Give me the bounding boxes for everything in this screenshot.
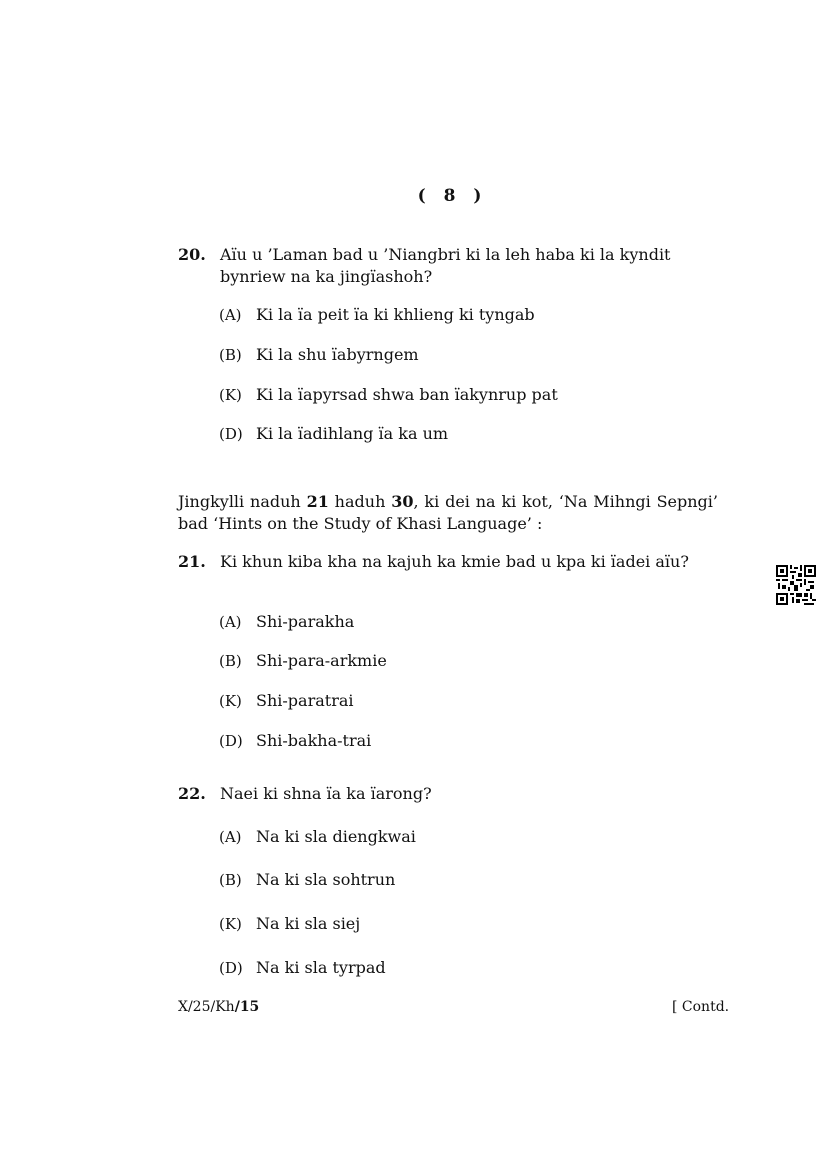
paper-code-suffix: /15: [234, 999, 260, 1015]
intro-range-end: 30: [391, 492, 414, 511]
option-label: (B): [219, 871, 242, 889]
option-text: Na ki sla siej: [256, 914, 361, 933]
option-text: Ki la ïa peit ïa ki khlieng ki tyngab: [256, 305, 535, 324]
intro-text: , ki dei na ki kot, ‘Na Mihngi Sepngi’ bad ‘Hints on the Study of Khasi Language’ :: [178, 492, 718, 533]
question-22: [178, 783, 718, 805]
option-label: (A): [219, 306, 242, 324]
option-text: Shi-para-arkmie: [256, 651, 387, 670]
option-label: (D): [219, 959, 243, 977]
q22-option-b: [219, 869, 395, 891]
question-text: Aïu u ’Laman bad u ’Niangbri ki la leh haba ki la kyndit bynriew na ka jingïashoh?: [220, 245, 671, 286]
question-number: 22.: [178, 784, 206, 803]
option-text: Shi-parakha: [256, 612, 355, 631]
q20-option-b: [219, 344, 419, 366]
option-label: (A): [219, 613, 242, 631]
option-label: (B): [219, 346, 242, 364]
page-number: ( 8 ): [417, 186, 488, 206]
option-label: (D): [219, 425, 243, 443]
q21-option-k: [219, 690, 354, 712]
option-text: Ki la shu ïabyrngem: [256, 345, 419, 364]
q22-option-d: [219, 957, 386, 979]
paper-code-prefix: X/25/Kh: [178, 999, 235, 1015]
question-21: [178, 551, 718, 573]
option-label: (K): [219, 692, 242, 710]
option-text: Na ki sla sohtrun: [256, 870, 396, 889]
section-instructions: [178, 491, 718, 535]
question-text: Ki khun kiba kha na kajuh ka kmie bad u kpa ki ïadei aïu?: [220, 552, 689, 571]
option-text: Shi-bakha-trai: [256, 731, 372, 750]
option-text: Shi-paratrai: [256, 691, 354, 710]
option-text: Na ki sla diengkwai: [256, 827, 416, 846]
option-text: Ki la ïadihlang ïa ka um: [256, 424, 449, 443]
option-label: (B): [219, 652, 242, 670]
question-number: 21.: [178, 552, 206, 571]
q21-option-a: [219, 611, 354, 633]
q22-option-k: [219, 913, 360, 935]
option-text: Na ki sla tyrpad: [256, 958, 386, 977]
option-label: (K): [219, 915, 242, 933]
question-text: Naei ki shna ïa ka ïarong?: [220, 784, 432, 803]
continued-marker: [ Contd.: [672, 999, 730, 1015]
option-text: Ki la ïapyrsad shwa ban ïakynrup pat: [256, 385, 558, 404]
q20-option-k: [219, 384, 558, 406]
intro-text: Jingkylli naduh: [178, 492, 307, 511]
q21-option-b: [219, 650, 387, 672]
qr-code-icon: [776, 565, 816, 605]
q20-option-a: [219, 304, 535, 326]
question-number: 20.: [178, 245, 206, 264]
question-20: [178, 244, 718, 288]
q22-option-a: [219, 826, 416, 848]
q21-option-d: [219, 730, 371, 752]
option-label: (D): [219, 732, 243, 750]
intro-text: haduh: [328, 492, 392, 511]
intro-range-start: 21: [306, 492, 329, 511]
option-label: (A): [219, 828, 242, 846]
paper-code: [178, 999, 259, 1015]
option-label: (K): [219, 386, 242, 404]
q20-option-d: [219, 423, 448, 445]
